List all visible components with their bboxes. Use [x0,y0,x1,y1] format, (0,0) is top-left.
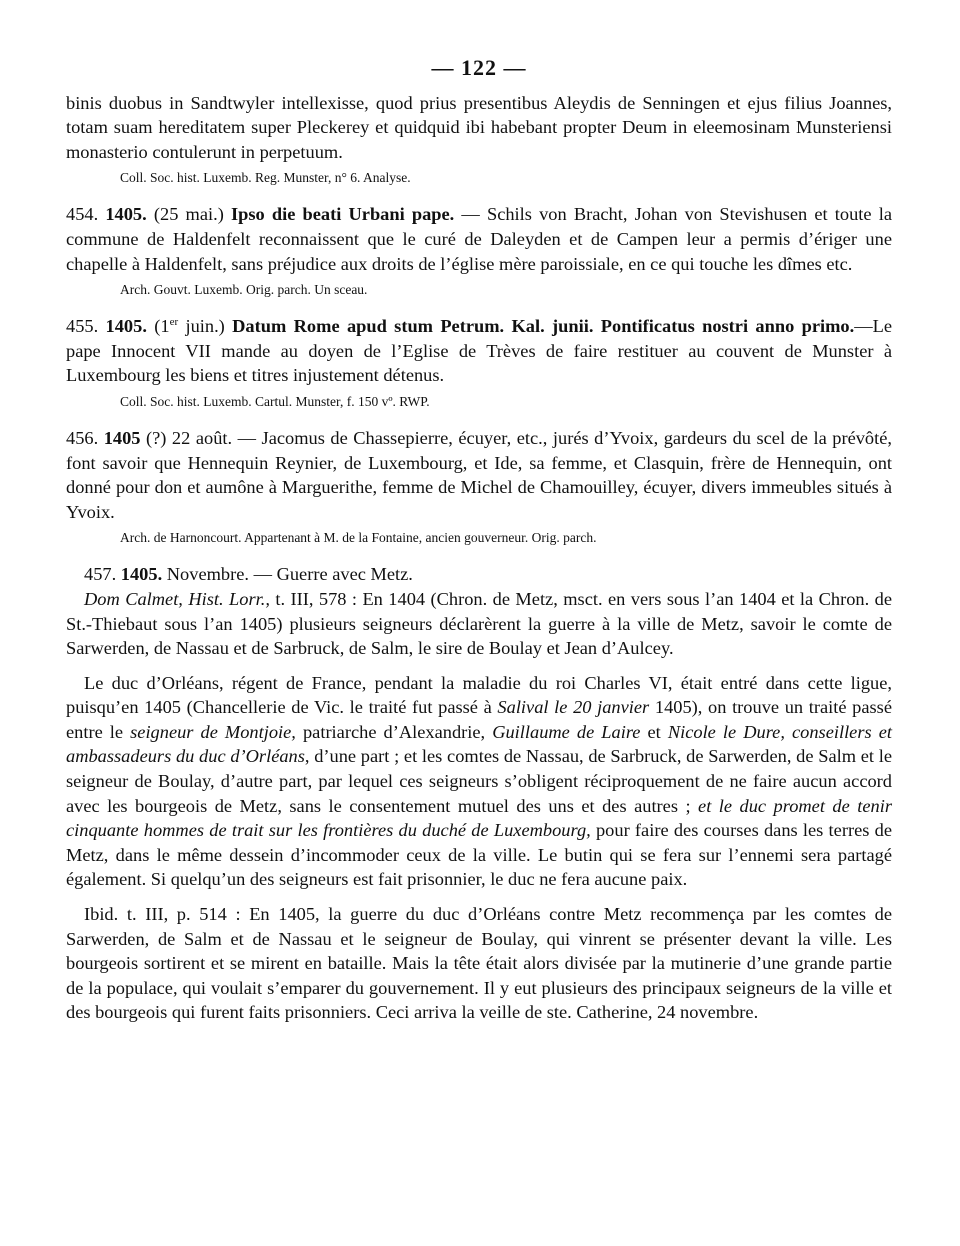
entry-number: 456. [66,427,104,448]
source-reference: Arch. de Harnoncourt. Appartenant à M. de la Fontaine, ancien gouverneur. Orig. parch. [120,530,597,546]
entry-date-pre: (1 [146,316,170,337]
entry-year: 1405. [105,204,147,225]
italic-text: Guillaume de Laire [492,721,641,742]
entry-latin-dating: Ipso die beati Urbani pape. [231,204,455,225]
source-reference: Arch. Gouvt. Luxemb. Orig. parch. Un sceau. [120,282,368,298]
entry-454 [66,202,892,276]
entry-455 [66,314,892,388]
paragraph-text: 1405), on trouve un traité passé entre le [66,697,893,742]
entry-456 [66,426,892,524]
paragraph-text: t. III, 578 : En 1404 (Chron. de Metz, msct. en vers sous l’an 1404 et la Chron. de St.-Thiebaut sous l’an 1405) plusieurs seigneurs déclarèrent la guerre à la ville de Metz, savoir le comte de Sarwerden, de Nassau et de Sarbruck, de Salm, le sire de Boulay et Jean d’Aulcey. [66,588,892,659]
entry-date: (25 mai.) [146,204,231,225]
italic-text: seigneur de Montjoie, [130,721,296,742]
entry-latin-dating: Datum Rome apud stum Petrum. Kal. junii. Pontificatus nostri anno primo. [232,316,855,337]
entry-457-paragraph-3: Ibid. t. III, p. 514 : En 1405, la guerre du duc d’Orléans contre Metz recommença par les comtes de Sarwerden, de Salm et de Nassau et le seigneur de Boulay, qui vinrent se présenter devant la ville. Les bourgeois sortirent et se mirent en bataille. Mais la tête était alors divisée par la mutinerie d’une grande partie de la populace, qui voulait s’emparer du gouvernement. Il y eut plusieurs des principaux seigneurs de la ville et des bourgeois qui furent faits prisonniers. Ceci arriva la veille de ste. Catherine, 24 novembre. [66,904,892,1023]
entry-title: Novembre. — Guerre avec Metz. [162,564,413,585]
continuation-paragraph: binis duobus in Sandtwyler intellexisse, quod prius presentibus Aleydis de Senningen et ejus filius Joannes, totam suam hereditatem super Pleckerey et quidquid ibi habebant propter Deum in eleemosinam Munsteriensi monasterio contulerunt in perpetuum. [66,92,892,162]
entry-457-heading [66,562,892,587]
source-reference: Coll. Soc. hist. Luxemb. Cartul. Munster, f. 150 vº. RWP. [120,393,430,409]
entry-date-post: juin.) [178,316,233,337]
paragraph-text: , d’une part ; et les comtes de Nassau, de Sarbruck, de Sarwerden, de Salm et le seigneur de Boulay, d’autre part, par lequel ces seigneurs s’obligent réciproquement de ne faire aucun accord avec les bourgeois de Metz, sans le consentement mutuel des uns et des autres ; [66,746,892,816]
paragraph-text: et [640,721,668,742]
entry-text: —Le pape Innocent VII mande au doyen de l’Eglise de Trèves de faire restituer au couvent de Munster à Luxembourg les biens et titres injustement détenus. [66,316,893,386]
paragraph-text: pour faire des courses dans les terres de Metz, dans le même dessein d’incommoder ceux de la ville. Le butin qui se fera sur l’ennemi sera partagé également. Si quelqu’un des seigneurs est fait prisonnier, le duc ne fera aucune paix. [66,820,892,890]
italic-text: Nicole le Dure, conseillers et ambassadeurs du duc d’Orléans [66,721,892,767]
entry-date: (?) 22 août. [140,427,233,448]
entry-year: 1405. [105,316,147,337]
source-reference: Coll. Soc. hist. Luxemb. Reg. Munster, n° 6. Analyse. [120,170,411,186]
entry-number: 457. [84,564,121,585]
italic-text: Salival le 20 janvier [497,697,650,718]
paragraph-text: patriarche d’Alexandrie, [295,721,493,742]
paragraph-text: Le duc d’Orléans, régent de France, pendant la maladie du roi Charles VI, était entré dans cette ligue, puisqu’en 1405 (Chancellerie de Vic. le traité fut passé à [66,672,892,718]
entry-457-paragraph-2 [66,671,892,892]
entry-number: 454. [66,204,106,225]
entry-text: — Jacomus de Chassepierre, écuyer, etc., jurés d’Yvoix, gardeurs du scel de la prévôté, font savoir que Hennequin Reynier, de Luxembourg, et Ide, sa femme, et Clasquin, frère de Hennequin, ont donné pour don et aumône à Marguerithe, femme de Michel de Chamouilley, écuyer, divers immeubles situés à Yvoix. [66,427,892,522]
entry-year: 1405. [120,564,163,585]
page-number: — 122 — [431,55,527,80]
entry-year: 1405 [103,427,141,448]
entry-date-sup: er [169,316,179,329]
entry-text: — Schils von Bracht, Johan von Stevishusen et toute la commune de Haldenfelt reconnaissent que le curé de Daleyden et de Campen leur a permis d’ériger une chapelle à Haldenfelt, sans préjudice aux droits de l’église mère paroissiale, en ce qui touche les dîmes etc. [66,204,893,274]
italic-text: et le duc promet de tenir cinquante hommes de trait sur les frontières du duché de Luxembourg, [66,795,892,841]
entry-number: 455. [66,316,106,337]
entry-457-paragraph-1 [66,587,892,661]
citation-author: Dom Calmet, Hist. Lorr., [84,588,270,609]
